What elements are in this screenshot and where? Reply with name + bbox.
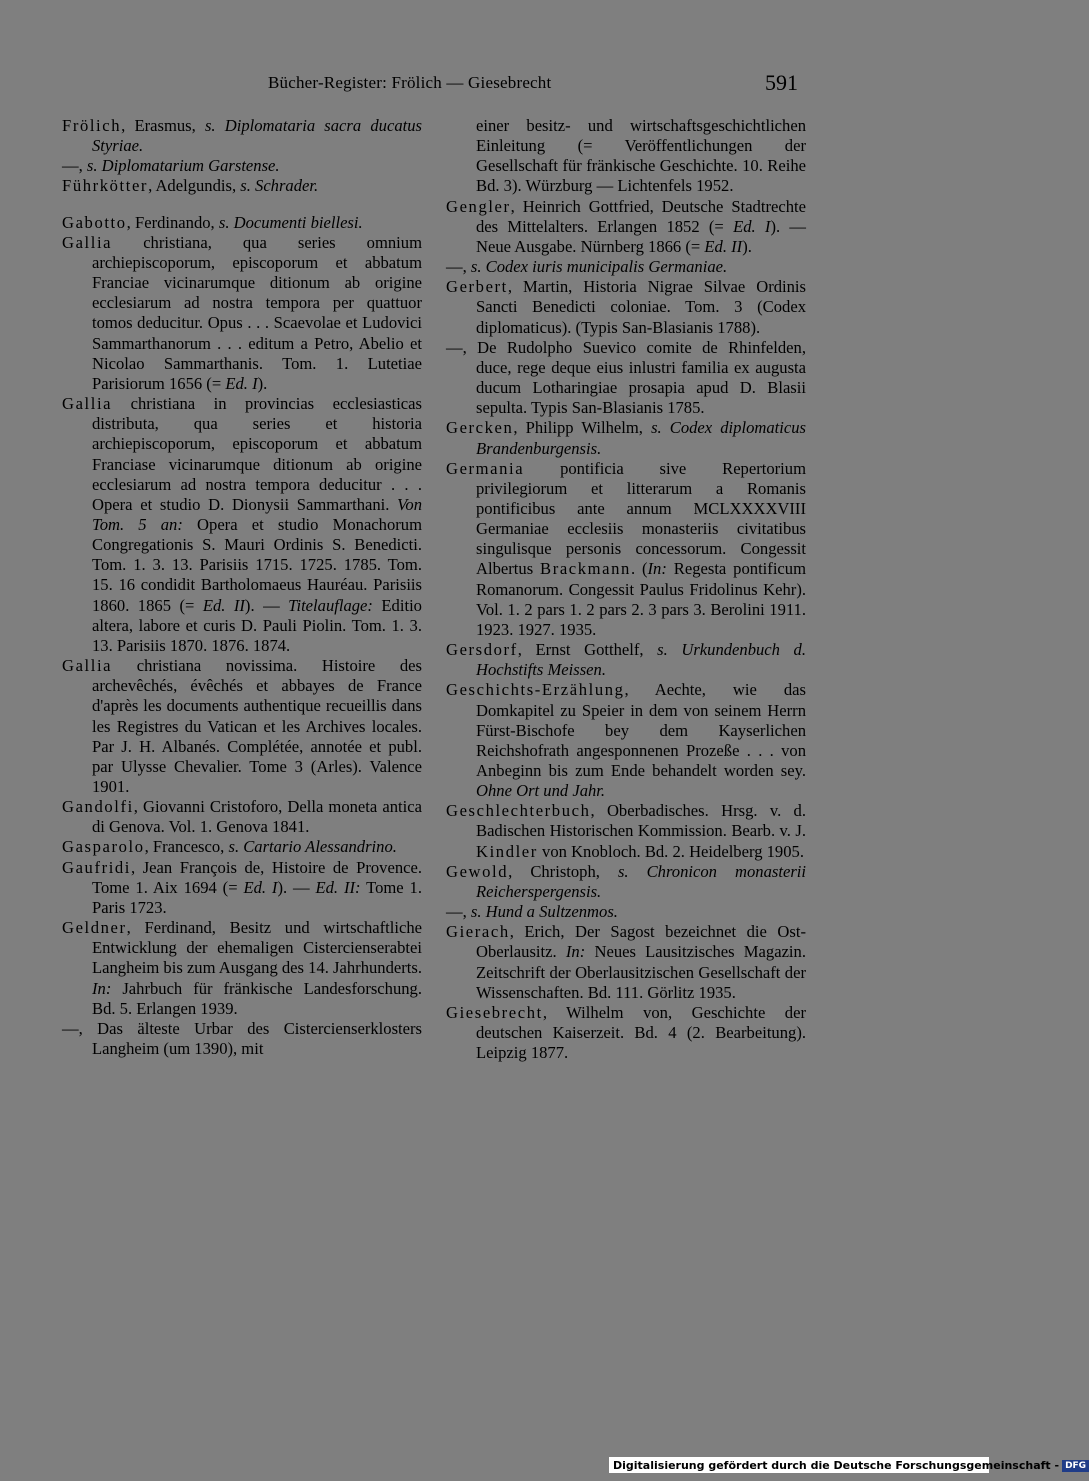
entry-text: , Martin, Historia Nigrae Silvae Ordinis Sancti Benedicti coloniae. Tom. 3 (Codex diplomaticus). (Typis San-Blasianis 1788). bbox=[476, 277, 806, 337]
entry-text: , Oberbadisches. Hrsg. v. d. Badischen Historischen Kommission. Bearb. v. J. bbox=[476, 801, 806, 841]
entry-text: ). — Neue Ausgabe. Nürnberg 1866 (= bbox=[476, 216, 806, 256]
entry-text: , Giovanni Cristoforo, Della moneta antica di Genova. Vol. 1. Genova 1841. bbox=[92, 797, 422, 837]
entry-headword: Brackmann bbox=[540, 559, 631, 579]
entry-headword: Giesebrecht bbox=[446, 1002, 543, 1022]
entry-text: , Heinrich Gottfried, Deutsche Stadtrechte des Mittelalters. Erlangen 1852 (= bbox=[476, 196, 806, 236]
entry-headword: Gewold bbox=[446, 861, 509, 881]
register-entry bbox=[446, 418, 806, 458]
entry-text: Neues Lausitzisches Magazin. Zeitschrift der Oberlausitzischen Gesellschaft der Wissenschaften. Bd. 111. Görlitz 1935. bbox=[476, 942, 806, 1002]
running-head: Bücher-Register: Frölich — Giesebrecht bbox=[268, 73, 552, 92]
register-entry bbox=[62, 656, 422, 797]
register-entry bbox=[62, 233, 422, 394]
entry-text: s. Schrader. bbox=[240, 176, 319, 196]
entry-text: —, bbox=[62, 156, 87, 176]
entry-headword: Gasparolo bbox=[62, 837, 145, 857]
entry-text: , Aechte, wie das Domkapitel zu Speier in dem von seinem Herrn Fürst-Bischofe bey dem Kayserlichen Reichshofrath angesponnenen Prozeße . . . von Anbeginn bis zum Ende behandelt worden sey. bbox=[476, 680, 806, 780]
entry-headword: Gengler bbox=[446, 196, 511, 216]
entry-text: , Adelgundis, bbox=[148, 176, 241, 196]
entry-headword: Gercken bbox=[446, 418, 514, 438]
entry-text: —, De Rudolpho Suevico comite de Rhinfelden, duce, rege deque eius inlustri familia ex augusta ducum Lotharingiae prosapia apud D. Blasii sepulta. Typis San-Blasianis 1785. bbox=[446, 337, 806, 418]
register-entry bbox=[62, 394, 422, 656]
register-entry bbox=[446, 338, 806, 419]
entry-text: In: bbox=[647, 559, 667, 579]
entry-text: von Knobloch. Bd. 2. Heidelberg 1905. bbox=[537, 841, 804, 861]
register-entry bbox=[62, 116, 422, 156]
dfg-logo-icon: DFG bbox=[1062, 1460, 1089, 1472]
register-entry bbox=[62, 1019, 422, 1059]
register-entry bbox=[62, 858, 422, 918]
entry-headword: Gersdorf bbox=[446, 640, 518, 660]
register-entry bbox=[446, 459, 806, 640]
entry-text: christiana novissima. Histoire des archevêchés, évêchés et abbayes de France d'après les documents authentique recueillis dans les Registres du Vatican et les Archives locales. Par J. H. Albanés. Complétée, annotée et publ. par Ulysse Chevalier. Tome 3 (Arles). Valence 1901. bbox=[92, 656, 422, 796]
entry-text: s. Urkundenbuch d. Hochstifts Meissen. bbox=[476, 640, 806, 680]
digitization-footer bbox=[609, 1457, 1087, 1473]
entry-headword: Gabotto bbox=[62, 212, 127, 232]
entry-text: , Wilhelm von, Geschichte der deutschen Kaiserzeit. Bd. 4 (2. Bearbeitung). Leipzig 1877. bbox=[476, 1002, 806, 1063]
entry-text: Tome 1. Paris 1723. bbox=[92, 877, 422, 917]
entry-text: , Jean François de, Histoire de Provence. Tome 1. Aix 1694 (= bbox=[92, 857, 422, 897]
register-entry bbox=[446, 801, 806, 861]
register-entry bbox=[446, 257, 806, 277]
entry-headword: Frölich bbox=[62, 116, 122, 135]
entry-text: ). — bbox=[244, 595, 289, 615]
entry-text: s. Diplomataria sacra ducatus Styriae. bbox=[92, 116, 422, 156]
entry-text: In: bbox=[565, 942, 586, 962]
left-column bbox=[62, 116, 422, 1059]
entry-text: ). bbox=[257, 373, 268, 393]
entry-headword: Geschichts-Erzählung bbox=[446, 680, 625, 700]
entry-text: Titelauflage: bbox=[288, 595, 373, 615]
entry-text: s. Documenti biellesi. bbox=[218, 212, 363, 232]
register-entry bbox=[446, 902, 806, 922]
entry-text: Ed. I bbox=[225, 373, 258, 393]
right-column bbox=[446, 116, 806, 1063]
register-entry bbox=[62, 797, 422, 837]
entry-text: Regesta pontificum Romanorum. Congessit Paulus Fridolinus Kehr). Vol. 1. 2 pars 1. 2 pars 2. 3 pars 3. Berolini 1911. 1923. 1927. 1935. bbox=[476, 559, 807, 639]
entry-text: , Erasmus, bbox=[121, 116, 205, 135]
entry-text: , Ferdinando, bbox=[126, 212, 219, 232]
entry-text: s. Chronicon monasterii Reicherspergensis. bbox=[476, 861, 806, 901]
entry-headword: Gallia bbox=[62, 656, 113, 676]
entry-text: ). — bbox=[277, 877, 316, 897]
entry-text: Von Tom. 5 an: bbox=[92, 494, 422, 534]
entry-text: , Erich, Der Sagost bezeichnet die Ost-Oberlausitz. bbox=[476, 922, 806, 962]
footer-text: Digitalisierung gefördert durch die Deutsche Forschungsgemeinschaft - bbox=[613, 1459, 1060, 1472]
entry-text: Ed. I bbox=[243, 877, 278, 897]
register-entry bbox=[446, 640, 806, 680]
entry-text: , Christoph, bbox=[508, 861, 618, 881]
entry-text: Ed. II: bbox=[315, 877, 361, 897]
entry-headword: Gerbert bbox=[446, 277, 508, 297]
entry-text: Ohne Ort und Jahr. bbox=[476, 781, 606, 801]
entry-headword: Gaufridi bbox=[62, 857, 132, 877]
entry-text: Opera et studio Monachorum Congregationis S. Mauri Ordinis S. Benedicti. Tom. 1. 3. 13. Parisiis 1715. 1725. 1785. Tom. 15. 16 condidit Bartholomaeus Hauréau. Parisiis 1860. 1865 (= bbox=[92, 514, 422, 615]
entry-text: Ed. II bbox=[704, 236, 743, 256]
page-number: 591 bbox=[765, 70, 798, 95]
entry-text: s. Codex diplomaticus Brandenburgensis. bbox=[476, 418, 806, 458]
entry-headword: Germania bbox=[446, 458, 525, 478]
entry-text: , Francesco, bbox=[144, 837, 229, 857]
entry-text: , Ernst Gotthelf, bbox=[517, 640, 658, 660]
register-entry bbox=[446, 116, 806, 197]
register-entry bbox=[62, 176, 422, 196]
register-entry bbox=[446, 862, 806, 902]
register-entry bbox=[446, 922, 806, 1003]
entry-headword: Gierach bbox=[446, 922, 510, 942]
entry-text: Ed. II bbox=[202, 595, 245, 615]
entry-text: Ed. I bbox=[733, 216, 771, 236]
entry-text: s. Hund a Sultzenmos. bbox=[470, 902, 618, 922]
entry-headword: Geldner bbox=[62, 918, 127, 938]
entry-headword: Gallia bbox=[62, 394, 113, 414]
entry-headword: Gandolfi bbox=[62, 797, 134, 817]
entry-headword: Führkötter bbox=[62, 176, 149, 196]
entry-headword: Geschlechterbuch bbox=[446, 801, 591, 821]
entry-text: christiana, qua series omnium archiepiscoporum, episcoporum et abbatum Franciae vicinarumque ditionum ab origine ecclesiarum ad nostra tempora per quattuor tomos deducitur. Opus . . . Scaevolae et Ludovici Sammarthanorum . . . editum a Petro, Abelio et Nicolao Sammarthanis. Tom. 1. Lutetiae Parisiorum 1656 (= bbox=[92, 232, 422, 393]
entry-text: , Philipp Wilhelm, bbox=[513, 418, 652, 438]
register-entry bbox=[62, 213, 422, 233]
page-header bbox=[0, 70, 1000, 100]
entry-text: Editio altera, labore et curis D. Pauli Piolin. Tom. 1. 3. 13. Parisiis 1870. 1876. 1874. bbox=[92, 595, 422, 655]
entry-headword: Gallia bbox=[62, 232, 113, 252]
entry-text: , Ferdinand, Besitz und wirtschaftliche Entwicklung der ehemaligen Cistercienserabtei Langheim bis zum Ausgang des 14. Jahrhunderts. bbox=[92, 918, 422, 978]
register-entry bbox=[446, 1003, 806, 1063]
entry-text: In: bbox=[92, 978, 112, 998]
register-entry bbox=[446, 680, 806, 801]
register-entry bbox=[62, 156, 422, 176]
register-entry bbox=[446, 197, 806, 257]
entry-headword: Kindler bbox=[476, 841, 538, 861]
entry-text: einer besitz- und wirtschaftsgeschichtlichen Einleitung (= Veröffentlichungen der Gesellschaft für fränkische Geschichte. 10. Reihe Bd. 3). Würzburg — Lichtenfels 1952. bbox=[476, 116, 806, 196]
entry-text: s. Diplomatarium Garstense. bbox=[86, 156, 280, 176]
register-entry bbox=[62, 837, 422, 857]
register-entry bbox=[446, 277, 806, 337]
entry-text: —, bbox=[446, 257, 471, 277]
entry-text: . ( bbox=[630, 559, 648, 579]
entry-text: s. Cartario Alessandrino. bbox=[228, 837, 397, 857]
entry-text: —, bbox=[446, 902, 471, 922]
entry-text: Jahrbuch für fränkische Landesforschung. Bd. 5. Erlangen 1939. bbox=[92, 978, 422, 1018]
entry-text: —, Das älteste Urbar des Cistercienserklosters Langheim (um 1390), mit bbox=[62, 1018, 422, 1059]
register-entry bbox=[62, 918, 422, 1019]
entry-text: pontificia sive Repertorium privilegiorum et litterarum a Romanis pontificibus ante annum MCLXXXXVIII Germaniae ecclesiis monasteriis civitatibus singulisque personis concessorum. Congessit Albertus bbox=[476, 458, 806, 579]
entry-text: ). bbox=[742, 236, 752, 256]
entry-text: christiana in provincias ecclesiasticas distributa, qua series et historia archiepiscoporum, episcoporum et abbatum Franciase vicinarumque ditionum ab origine ecclesiarum ad nostra tempora deducitur . . . Opera et studio D. Dionysii Sammarthani. bbox=[92, 394, 422, 514]
entry-text: s. Codex iuris municipalis Germaniae. bbox=[470, 257, 728, 277]
